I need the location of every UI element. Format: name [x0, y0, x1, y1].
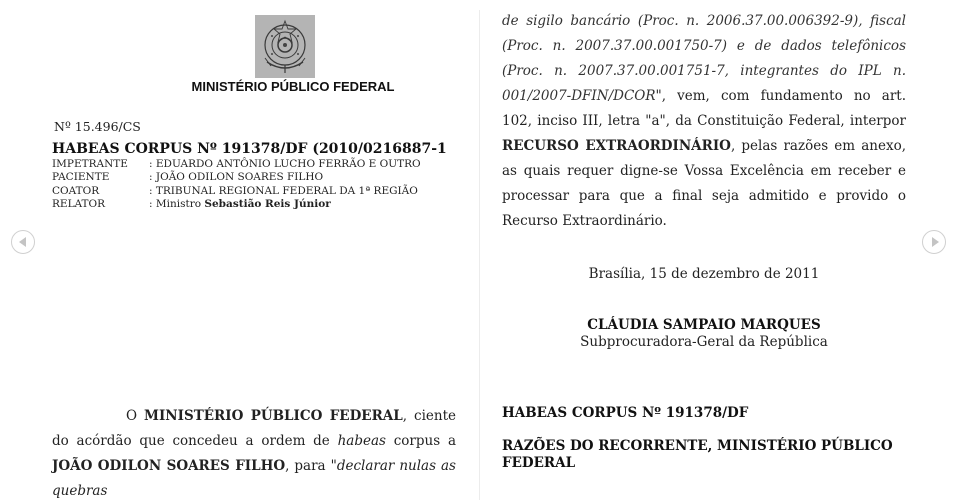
party-label: RELATOR	[52, 197, 106, 210]
signatory-role: Subprocuradora-Geral da República	[580, 334, 828, 350]
reasons-heading: RAZÕES DO RECORRENTE, MINISTÉRIO PÚBLICO FEDERAL	[502, 438, 893, 471]
chevron-right-icon	[932, 237, 939, 247]
body-text: ", vem, com fundamento no art. 102, inciso III, letra "a", da Constituição Federal, interpor	[502, 88, 906, 129]
party-label: PACIENTE	[52, 171, 110, 184]
page-divider	[479, 10, 480, 500]
petition-continuation-paragraph	[502, 9, 906, 234]
left-page	[40, 0, 470, 500]
party-impetrante	[52, 158, 421, 171]
place-date: Brasília, 15 de dezembro de 2011	[588, 266, 820, 282]
party-value	[149, 198, 331, 210]
body-text: , pelas razões em anexo, as quais requer digne-se Vossa Excelência em receber e processar para que a final seja admitido e provido o Recurso Extraordinário.	[502, 138, 906, 229]
chevron-left-icon	[19, 237, 26, 247]
body-italic: declarar nulas as quebras	[52, 458, 456, 499]
party-paciente	[52, 171, 421, 184]
habeas-corpus-heading: HABEAS CORPUS Nº 191378/DF	[502, 405, 749, 421]
party-coator	[52, 185, 421, 198]
party-value: : EDUARDO ANTÔNIO LUCHO FERRÃO E OUTRO	[149, 158, 421, 170]
case-parties	[52, 158, 421, 211]
body-text: corpus a	[385, 433, 456, 449]
prev-page-button[interactable]	[11, 230, 35, 254]
body-text: , ciente do acórdão que concedeu a ordem de	[52, 408, 456, 449]
body-bold: JOÃO ODILON SOARES FILHO	[52, 458, 286, 474]
party-label: COATOR	[52, 184, 100, 197]
relator-name: Sebastião Reis Júnior	[204, 197, 331, 210]
party-value: : JOÃO ODILON SOARES FILHO	[149, 171, 324, 184]
body-bold: MINISTÉRIO PÚBLICO FEDERAL	[144, 408, 403, 424]
habeas-corpus-title: HABEAS CORPUS Nº 191378/DF (2010/0216887-1	[52, 141, 447, 157]
party-label: IMPETRANTE	[52, 158, 128, 170]
body-italic: de sigilo bancário (Proc. n. 2006.37.00.006392-9), fiscal (Proc. n. 2007.37.00.001750-7) e de dados telefônicos (Proc. n. 2007.37.00.001751-7, integrantes do IPL n. 001/2007-DFIN/DCOR	[502, 13, 906, 104]
next-page-button[interactable]	[922, 230, 946, 254]
body-text: , para "	[285, 458, 337, 474]
body-text: O	[126, 408, 145, 424]
ministry-heading: MINISTÉRIO PÚBLICO FEDERAL	[191, 79, 395, 94]
party-relator	[52, 198, 421, 211]
petition-opening-paragraph	[52, 404, 456, 500]
body-italic: habeas	[337, 433, 386, 449]
coat-of-arms-icon	[255, 15, 315, 78]
body-bold: RECURSO EXTRAORDINÁRIO	[502, 138, 731, 154]
party-value: : TRIBUNAL REGIONAL FEDERAL DA 1ª REGIÃO	[149, 184, 418, 197]
document-number: Nº 15.496/CS	[54, 119, 141, 134]
relator-prefix: : Ministro	[149, 197, 205, 210]
right-page	[502, 0, 906, 500]
signatory-name: CLÁUDIA SAMPAIO MARQUES	[587, 317, 821, 333]
